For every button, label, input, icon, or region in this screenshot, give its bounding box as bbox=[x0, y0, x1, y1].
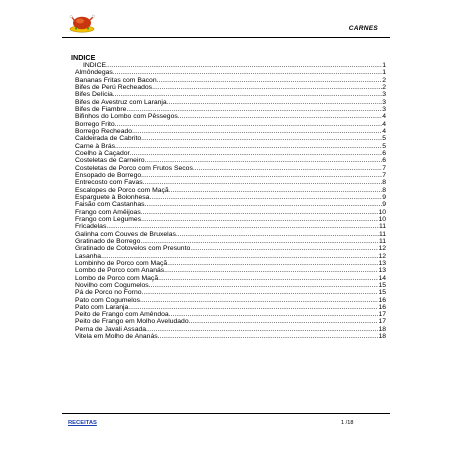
toc-dot-leader bbox=[143, 179, 383, 186]
toc-entry-page: 8 bbox=[382, 186, 386, 194]
toc-entry[interactable] bbox=[75, 135, 386, 142]
toc-entry-page: 11 bbox=[378, 223, 386, 231]
toc-entry[interactable] bbox=[75, 121, 386, 128]
toc-dot-leader bbox=[157, 77, 383, 84]
toc-entry[interactable] bbox=[75, 282, 386, 289]
toc-entry[interactable] bbox=[75, 267, 386, 274]
toc-dot-leader bbox=[115, 143, 382, 150]
toc-entry[interactable] bbox=[75, 326, 386, 333]
toc-dot-leader bbox=[190, 245, 378, 252]
toc-entry-page: 16 bbox=[378, 296, 386, 304]
toc-entry-title: Frango com Amêijoas bbox=[75, 208, 141, 216]
toc-entry-title: Bifinhos do Lombo com Pêssegos bbox=[75, 113, 178, 121]
toc-entry-title: Costeletas de Carneiro bbox=[75, 157, 145, 165]
toc-entry-title: Novilho com Cogumelos bbox=[75, 281, 149, 289]
toc-dot-leader bbox=[106, 223, 379, 230]
toc-entry-title: Ensopado de Borrego bbox=[75, 171, 142, 179]
toc-entry-page: 5 bbox=[382, 142, 386, 150]
toc-dot-leader bbox=[176, 231, 379, 238]
toc-entry[interactable] bbox=[75, 143, 386, 150]
page-header bbox=[62, 12, 390, 38]
toc-entry[interactable] bbox=[75, 187, 386, 194]
toc-entry-title: Lasanha bbox=[75, 252, 102, 260]
toc-entry[interactable] bbox=[75, 275, 386, 282]
toc-dot-leader bbox=[140, 297, 378, 304]
toc-entry-page: 3 bbox=[382, 91, 386, 99]
toc-dot-leader bbox=[149, 194, 382, 201]
toc-dot-leader bbox=[178, 113, 382, 120]
toc-entry-page: 15 bbox=[378, 289, 386, 297]
toc-entry[interactable] bbox=[75, 333, 386, 340]
toc-entry-title: Almôndegas bbox=[75, 69, 113, 77]
toc-entry-page: 4 bbox=[382, 127, 386, 135]
toc-entry-page: 2 bbox=[382, 76, 386, 84]
toc-entry-title: Gratinado de Cotovelos com Presunto bbox=[75, 245, 191, 253]
toc-dot-leader bbox=[158, 333, 379, 340]
toc-entry-title: Pato com Cogumelos bbox=[75, 296, 140, 304]
page-indicator: 1 /18 bbox=[341, 420, 354, 426]
toc-entry[interactable] bbox=[75, 297, 386, 304]
toc-entry-title: Perna de Javali Assada bbox=[75, 325, 147, 333]
toc-entry-page: 18 bbox=[378, 325, 386, 333]
toc-entry-page: 4 bbox=[382, 120, 386, 128]
toc-entry[interactable] bbox=[75, 245, 386, 252]
toc-entry-page: 6 bbox=[382, 149, 386, 157]
toc-dot-leader bbox=[145, 157, 383, 164]
toc-entry-title: Pá de Porco no Forno bbox=[75, 289, 142, 297]
toc-entry-title: Lombo de Porco com Maçã bbox=[75, 274, 159, 282]
toc-entry-page: 16 bbox=[378, 303, 386, 311]
toc-dot-leader bbox=[140, 238, 379, 245]
toc-dot-leader bbox=[142, 289, 379, 296]
toc-entry-page: 17 bbox=[378, 311, 386, 319]
toc-entry[interactable] bbox=[75, 91, 386, 98]
toc-entry-title: Frango com Legumes bbox=[75, 215, 142, 223]
toc-entry-title: Fricadelas bbox=[75, 223, 107, 231]
toc-dot-leader bbox=[132, 128, 382, 135]
toc-entry-page: 7 bbox=[382, 164, 386, 172]
toc-entry-title: Escalopes de Porco com Maçã bbox=[75, 186, 169, 194]
toc-entry[interactable] bbox=[75, 194, 386, 201]
toc-entry-page: 1 bbox=[382, 69, 386, 77]
toc-entry[interactable] bbox=[75, 128, 386, 135]
toc-entry-page: 18 bbox=[378, 333, 386, 341]
toc-dot-leader bbox=[158, 275, 378, 282]
toc-entry-page: 11 bbox=[378, 230, 386, 238]
toc-entry-page: 13 bbox=[378, 259, 386, 267]
toc-dot-leader bbox=[126, 106, 382, 113]
toc-entry[interactable] bbox=[75, 238, 386, 245]
toc-list bbox=[75, 62, 386, 340]
toc-entry[interactable] bbox=[75, 311, 386, 318]
toc-entry-page: 9 bbox=[382, 201, 386, 209]
toc-entry[interactable] bbox=[75, 77, 386, 84]
toc-entry[interactable] bbox=[75, 84, 386, 91]
toc-entry-page: 7 bbox=[382, 171, 386, 179]
toc-entry[interactable] bbox=[75, 209, 386, 216]
toc-entry-title: Lombinho de Porco com Maçã bbox=[75, 259, 168, 267]
toc-entry[interactable] bbox=[75, 201, 386, 208]
toc-entry[interactable] bbox=[75, 106, 386, 113]
roast-turkey-icon bbox=[69, 12, 95, 34]
toc-entry[interactable] bbox=[75, 231, 386, 238]
toc-entry-page: 17 bbox=[378, 318, 386, 326]
toc-entry-title: Pato com Laranja bbox=[75, 303, 129, 311]
toc-entry-title: Borrego Frito bbox=[75, 120, 115, 128]
toc-entry-title: Caldeirada de Cabrito bbox=[75, 135, 142, 143]
toc-entry-page: 3 bbox=[382, 98, 386, 106]
toc-entry-title: INDICE bbox=[83, 62, 107, 69]
toc-entry-title: Lombo de Porco com Ananás bbox=[75, 267, 165, 275]
footer-receitas-link[interactable]: RECEITAS bbox=[68, 420, 97, 426]
toc-entry-title: Carne à Brás bbox=[75, 142, 116, 150]
toc-dot-leader bbox=[128, 304, 378, 311]
toc-dot-leader bbox=[113, 69, 382, 76]
toc-dot-leader bbox=[164, 267, 378, 274]
toc-dot-leader bbox=[113, 91, 382, 98]
toc-entry[interactable] bbox=[75, 113, 386, 120]
toc-entry-page: 6 bbox=[382, 157, 386, 165]
toc-entry-page: 13 bbox=[378, 267, 386, 275]
toc-dot-leader bbox=[146, 326, 378, 333]
toc-entry-page: 11 bbox=[378, 237, 386, 245]
toc-dot-leader bbox=[169, 187, 383, 194]
toc-dot-leader bbox=[141, 135, 382, 142]
toc-dot-leader bbox=[106, 62, 382, 69]
toc-entry[interactable] bbox=[75, 304, 386, 311]
toc-entry-page: 9 bbox=[382, 193, 386, 201]
toc-entry[interactable] bbox=[75, 223, 386, 230]
toc-entry-title: Vitela em Molho de Ananás bbox=[75, 333, 158, 341]
toc-entry-page: 15 bbox=[378, 281, 386, 289]
toc-entry-title: Bifes de Fiambre bbox=[75, 105, 127, 113]
toc-entry-title: Bifes de Avestruz com Laranja bbox=[75, 98, 167, 106]
toc-dot-leader bbox=[169, 311, 379, 318]
toc-entry[interactable] bbox=[75, 157, 386, 164]
footer-divider bbox=[62, 413, 390, 414]
toc-entry-title: Peito de Frango em Molho Aveludado bbox=[75, 318, 189, 326]
toc-entry[interactable] bbox=[75, 165, 386, 172]
toc-entry[interactable] bbox=[75, 318, 386, 325]
toc-entry[interactable] bbox=[75, 62, 386, 69]
toc-entry-page: 8 bbox=[382, 179, 386, 187]
toc-heading: INDICE bbox=[71, 53, 96, 62]
toc-entry[interactable] bbox=[75, 99, 386, 106]
table-of-contents bbox=[71, 53, 386, 341]
page-header-title: CARNES bbox=[348, 25, 378, 32]
toc-entry-title: Gratinado de Borrego bbox=[75, 237, 141, 245]
toc-entry-page: 2 bbox=[382, 83, 386, 91]
toc-entry[interactable] bbox=[75, 150, 386, 157]
toc-entry-title: Bananas Fritas com Bacon bbox=[75, 76, 157, 84]
toc-entry[interactable] bbox=[75, 289, 386, 296]
header-divider bbox=[62, 37, 390, 38]
toc-entry[interactable] bbox=[75, 216, 386, 223]
toc-dot-leader bbox=[145, 201, 383, 208]
toc-entry-page: 5 bbox=[382, 135, 386, 143]
toc-entry-page: 10 bbox=[378, 208, 386, 216]
toc-entry-page: 4 bbox=[382, 113, 386, 121]
toc-dot-leader bbox=[141, 209, 379, 216]
toc-dot-leader bbox=[152, 84, 382, 91]
toc-entry-page: 12 bbox=[378, 245, 386, 253]
toc-entry-title: Borrego Recheado bbox=[75, 127, 133, 135]
toc-dot-leader bbox=[101, 253, 378, 260]
toc-dot-leader bbox=[115, 121, 383, 128]
page-footer bbox=[62, 413, 390, 426]
toc-entry[interactable] bbox=[75, 172, 386, 179]
toc-entry-title: Peito de Frango com Amêndoa bbox=[75, 311, 169, 319]
toc-dot-leader bbox=[141, 172, 382, 179]
toc-entry-page: 12 bbox=[378, 252, 386, 260]
toc-entry-title: Bifes de Perú Recheados bbox=[75, 83, 153, 91]
toc-dot-leader bbox=[149, 282, 379, 289]
toc-entry-page: 1 bbox=[382, 62, 386, 69]
toc-entry-page: 10 bbox=[378, 215, 386, 223]
toc-entry-title: Esparguete à Bolonhesa bbox=[75, 193, 150, 201]
toc-dot-leader bbox=[167, 99, 383, 106]
toc-entry[interactable] bbox=[75, 69, 386, 76]
toc-dot-leader bbox=[130, 150, 382, 157]
toc-dot-leader bbox=[141, 216, 378, 223]
toc-entry-title: Faisão com Castanhas bbox=[75, 201, 145, 209]
toc-entry[interactable] bbox=[75, 260, 386, 267]
toc-dot-leader bbox=[193, 165, 382, 172]
toc-entry-title: Bifes Delícia bbox=[75, 91, 113, 99]
toc-entry-title: Galinha com Couves de Bruxelas bbox=[75, 230, 176, 238]
toc-entry-page: 3 bbox=[382, 105, 386, 113]
toc-entry-title: Costeletas de Porco com Frutos Secos bbox=[75, 164, 193, 172]
toc-dot-leader bbox=[167, 260, 378, 267]
toc-entry-page: 14 bbox=[378, 274, 386, 282]
toc-entry-title: Entrecosto com Favas bbox=[75, 179, 143, 187]
toc-entry[interactable] bbox=[75, 253, 386, 260]
toc-dot-leader bbox=[189, 318, 379, 325]
toc-entry-title: Coelho à Caçador bbox=[75, 149, 130, 157]
toc-entry[interactable] bbox=[75, 179, 386, 186]
